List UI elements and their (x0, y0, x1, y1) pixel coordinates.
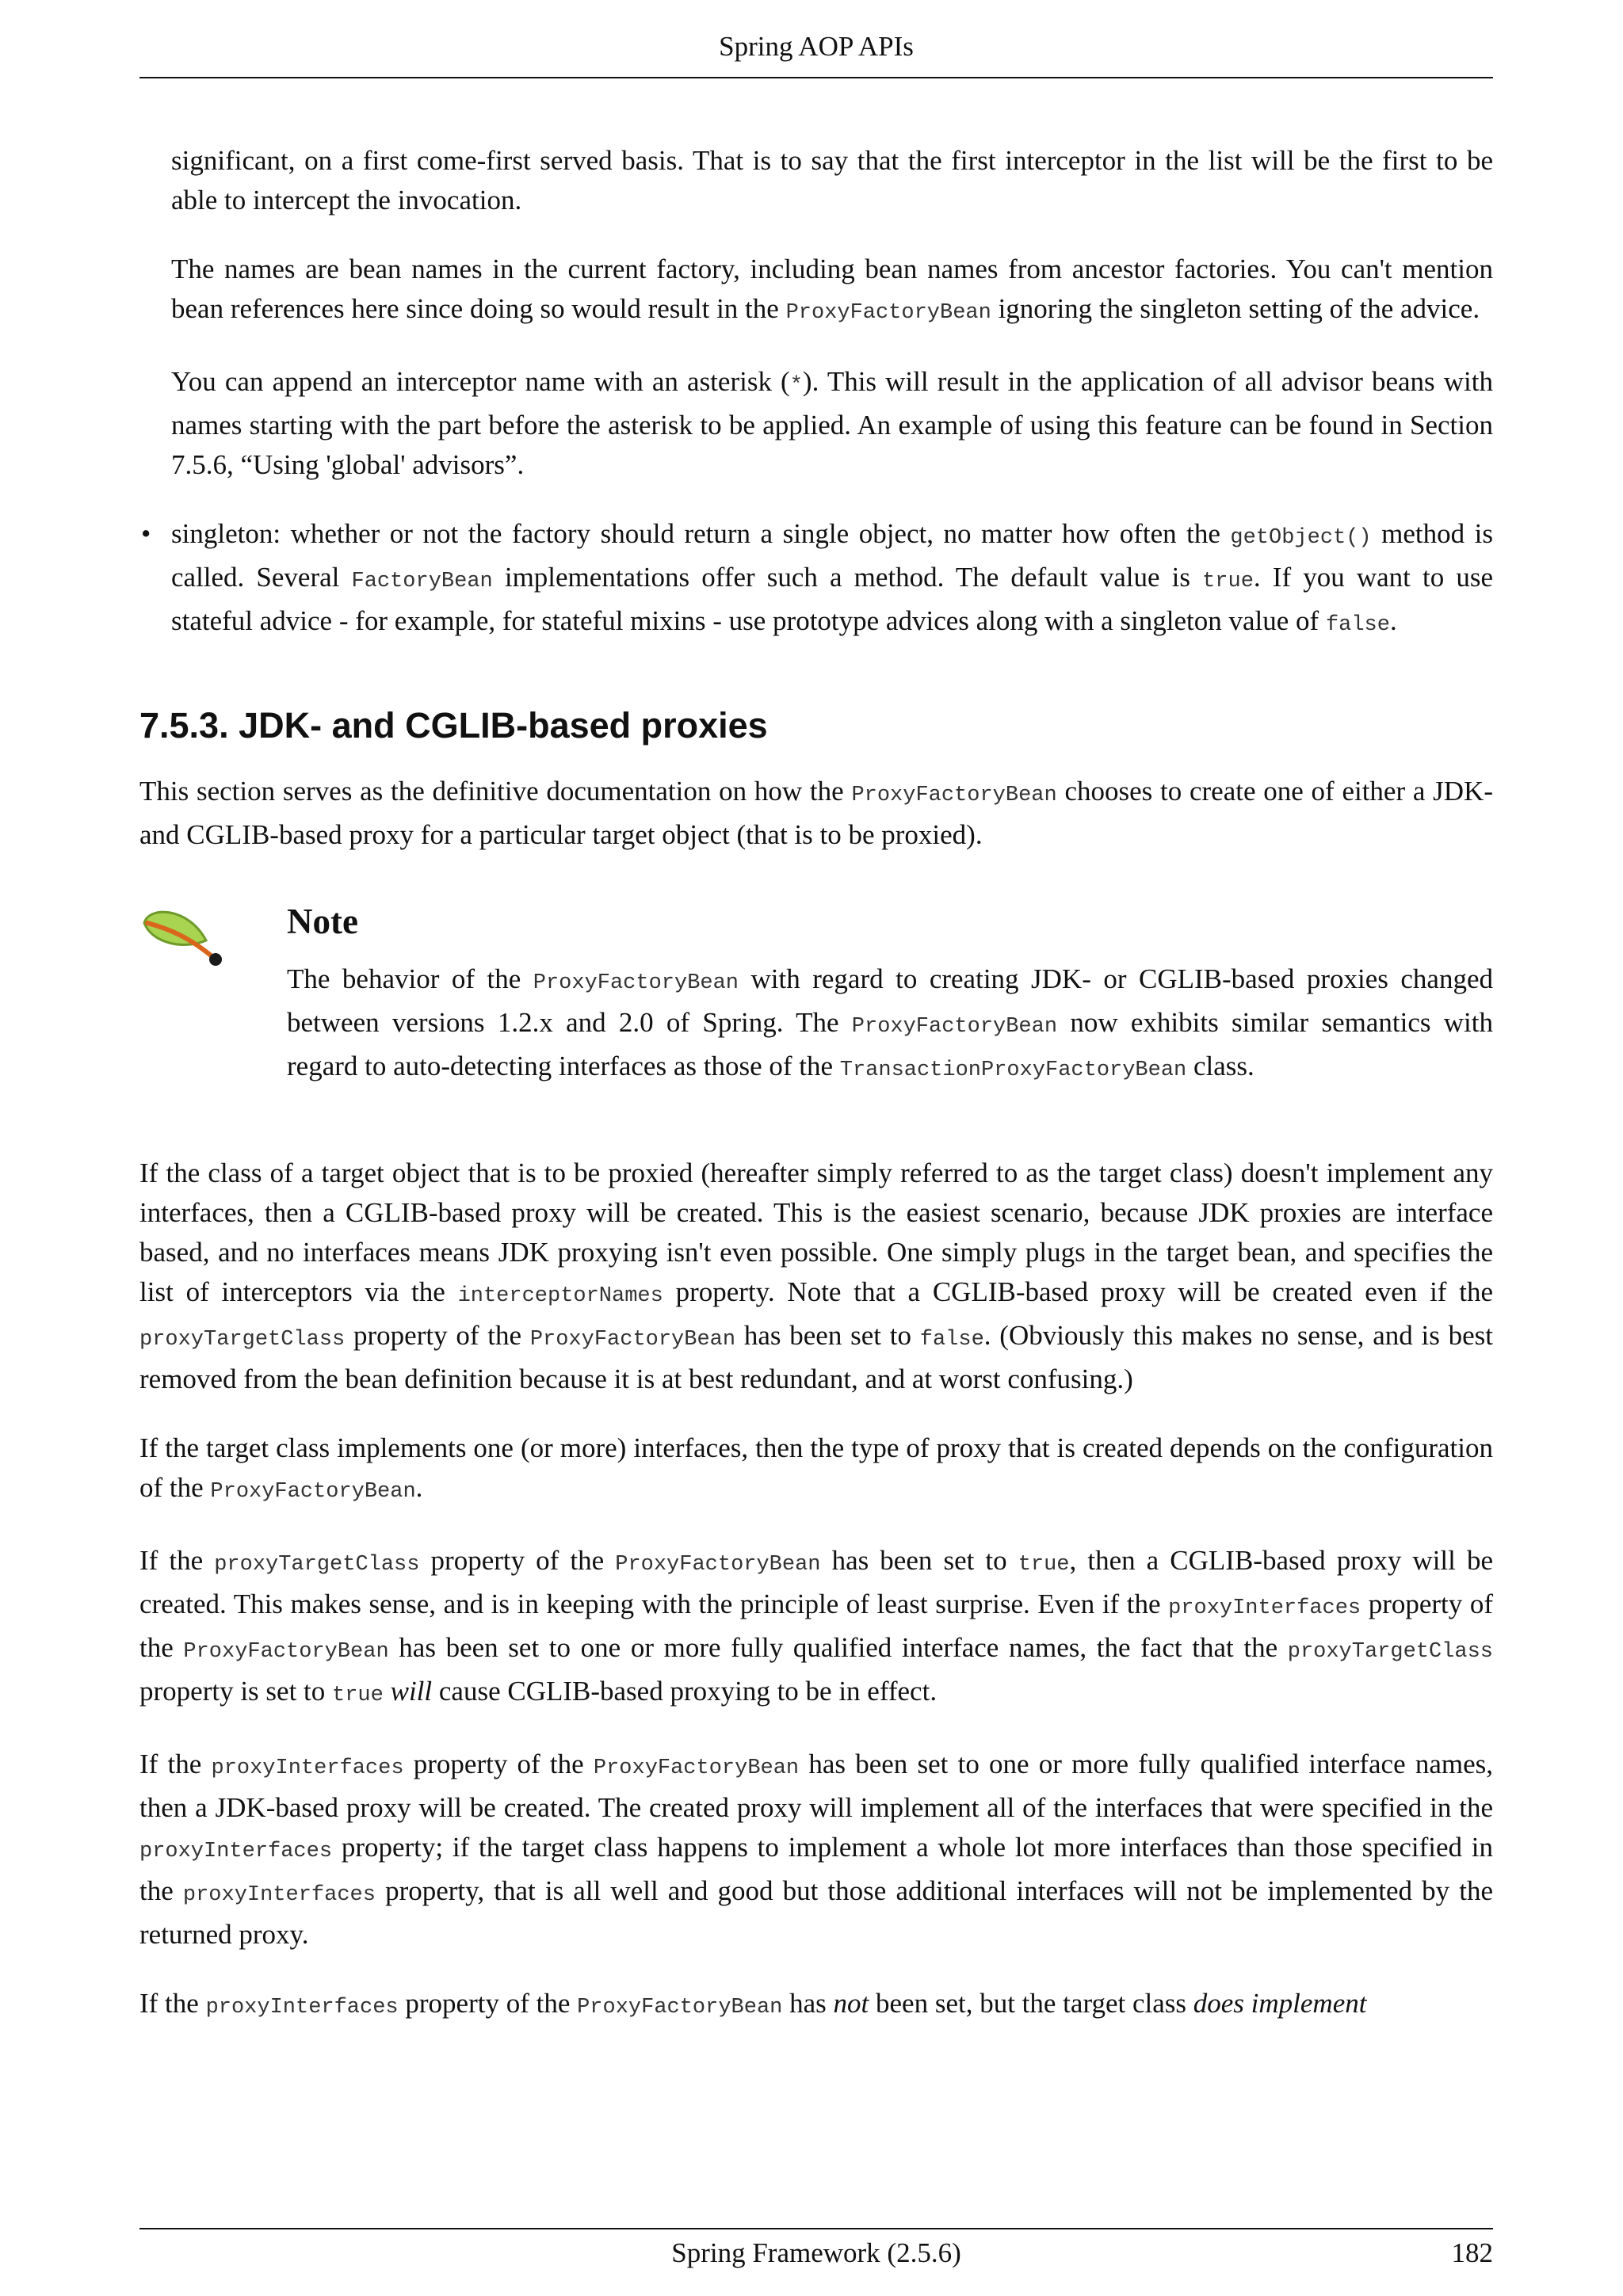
emphasis: does implement (1193, 1988, 1367, 2019)
text-run: method is called. Several (171, 518, 1493, 593)
text-run: has (782, 1988, 834, 2019)
body-paragraph-4 (139, 1745, 1493, 1955)
text-run: with regard to creating JDK- or CGLIB-based proxies changed between versions 1.2.x and 2.0 of Spring. The (287, 963, 1493, 1038)
text-run: property of the (345, 1320, 530, 1351)
inline-code: ProxyFactoryBean (851, 784, 1057, 807)
text-run: If the (139, 1545, 215, 1576)
intro-paragraph-2 (171, 250, 1493, 333)
inline-code: proxyTargetClass (214, 1553, 420, 1577)
text-run: property of the (139, 1589, 1493, 1663)
intro-paragraph-1: significant, on a first come-first served basis. That is to say that the first interceptor in the list will be the first to be able to intercept the invocation. (171, 145, 1493, 215)
text-run: The behavior of the (287, 963, 533, 994)
running-header: Spring AOP APIs (719, 31, 914, 62)
singleton-description (171, 514, 1493, 645)
inline-code: proxyInterfaces (139, 1840, 333, 1863)
inline-code: ProxyFactoryBean (577, 1996, 783, 2019)
inline-code: ProxyFactoryBean (615, 1553, 821, 1577)
inline-code: ProxyFactoryBean (533, 971, 739, 995)
inline-code: proxyTargetClass (139, 1328, 346, 1352)
inline-code: proxyTargetClass (1287, 1640, 1493, 1664)
note-text (287, 959, 1493, 1090)
text-run: cause CGLIB-based proxying to be in effect. (432, 1676, 938, 1707)
inline-code: ProxyFactoryBean (593, 1756, 800, 1780)
text-run: implementations offer such a method. The default value is (492, 562, 1203, 593)
text-run: has been set to (820, 1545, 1018, 1576)
footer-divider (139, 2228, 1493, 2229)
inline-code: true (1202, 570, 1254, 593)
intro-paragraph-3 (171, 362, 1493, 485)
text-run: . (415, 1472, 423, 1503)
bullet-marker: • (141, 518, 151, 549)
section-heading: 7.5.3. JDK- and CGLIB-based proxies (139, 705, 768, 746)
inline-code: ProxyFactoryBean (851, 1015, 1058, 1039)
text-run: If the class of a target object that is to be proxied (hereafter simply referred to as the target class) doesn't implement any interfaces, then a CGLIB-based proxy will be created. This is the easiest scenario, because JDK proxies are interface based, and no interfaces means JDK proxying isn't even possible. One simply plugs in the target bean, and specifies the list of interceptors via the (139, 1158, 1493, 1307)
text-run: property of the (403, 1749, 594, 1779)
text-run: has been set to (735, 1320, 920, 1351)
text-run: property; if the target class happens to implement a whole lot more interfaces than those specified in the (139, 1832, 1493, 1906)
inline-code: false (919, 1328, 984, 1352)
body-paragraph-3 (139, 1541, 1493, 1715)
text-run: property of the (419, 1545, 616, 1576)
text-run: . (1389, 605, 1397, 636)
body-paragraph-1 (139, 1154, 1493, 1399)
inline-code: true (1018, 1553, 1070, 1577)
text-run: The names are bean names in the current factory, including bean names from ancestor factories. You can't mention bean references here since doing so would result in the (171, 254, 1493, 324)
inline-code: ProxyFactoryBean (529, 1328, 736, 1352)
text-run: been set, but the target class (869, 1988, 1193, 2019)
section-intro-paragraph (139, 772, 1493, 855)
text-run: chooses to create one of either a JDK- and CGLIB-based proxy for a particular target object (that is to be proxied). (139, 776, 1493, 850)
inline-code: ProxyFactoryBean (183, 1640, 389, 1664)
text-run: property, that is all well and good but those additional interfaces will not be implemented by the returned proxy. (139, 1875, 1493, 1950)
page-number: 182 (1451, 2237, 1493, 2268)
text-run: , then a CGLIB-based proxy will be created. This makes sense, and is in keeping with the principle of least surprise. Even if the (139, 1545, 1493, 1619)
text-run (384, 1676, 391, 1707)
text-run: singleton: whether or not the factory should return a single object, no matter how often the (171, 518, 1231, 549)
body-paragraph-2 (139, 1428, 1493, 1512)
inline-code: ProxyFactoryBean (210, 1480, 416, 1504)
text-run: property. Note that a CGLIB-based proxy will be created even if the (663, 1276, 1493, 1307)
text-run: You can append an interceptor name with an asterisk ( (171, 366, 790, 397)
inline-code: FactoryBean (351, 570, 493, 593)
text-run: has been set to one or more fully qualified interface names, the fact that the (388, 1632, 1288, 1663)
inline-code: * (789, 374, 803, 398)
inline-code: proxyInterfaces (205, 1996, 399, 2019)
inline-code: TransactionProxyFactoryBean (839, 1058, 1187, 1082)
inline-code: getObject() (1230, 526, 1372, 550)
note-box (287, 898, 1493, 1090)
note-title: Note (287, 902, 358, 941)
list-item-singleton (141, 514, 1493, 645)
page-content (139, 141, 1493, 2027)
text-run: now exhibits similar semantics with regard to auto-detecting interfaces as those of the (287, 1007, 1493, 1081)
inline-code: true (332, 1684, 384, 1707)
text-run: class. (1186, 1051, 1254, 1081)
text-run: If the (139, 1988, 206, 2019)
inline-code: proxyInterfaces (211, 1756, 404, 1780)
inline-code: proxyInterfaces (182, 1883, 376, 1907)
text-run: . (Obviously this makes no sense, and is best removed from the bean definition because it is at best redundant, and at worst confusing.) (139, 1320, 1494, 1394)
text-run: If the (139, 1749, 212, 1779)
text-run: has been set to one or more fully qualified interface names, then a JDK-based proxy will be created. The created proxy will implement all of the interfaces that were specified in the (139, 1749, 1493, 1823)
text-run: ignoring the singleton setting of the advice. (991, 293, 1480, 324)
text-run: . If you want to use stateful advice - for example, for stateful mixins - use prototype advices along with a singleton value of (171, 562, 1493, 636)
text-run: property is set to (139, 1676, 333, 1707)
emphasis: will (390, 1676, 433, 1707)
leaf-note-icon (139, 899, 227, 971)
header-divider (139, 77, 1493, 78)
text-run: ). This will result in the application of all advisor beans with names starting with the part before the asterisk to be applied. An example of using this feature can be found in Section 7.5.6, “Using 'global' advisors”. (171, 366, 1493, 480)
text-run: property of the (398, 1988, 578, 2019)
inline-code: proxyInterfaces (1168, 1596, 1361, 1620)
text-run: This section serves as the definitive documentation on how the (139, 776, 852, 807)
inline-code: false (1325, 613, 1390, 637)
inline-code: interceptorNames (457, 1284, 663, 1308)
footer-title: Spring Framework (2.5.6) (671, 2237, 961, 2268)
emphasis: not (833, 1988, 869, 2019)
body-paragraph-5 (139, 1984, 1493, 2027)
inline-code: ProxyFactoryBean (785, 301, 991, 325)
text-run: If the target class implements one (or more) interfaces, then the type of proxy that is created depends on the configuration of the (139, 1432, 1493, 1503)
